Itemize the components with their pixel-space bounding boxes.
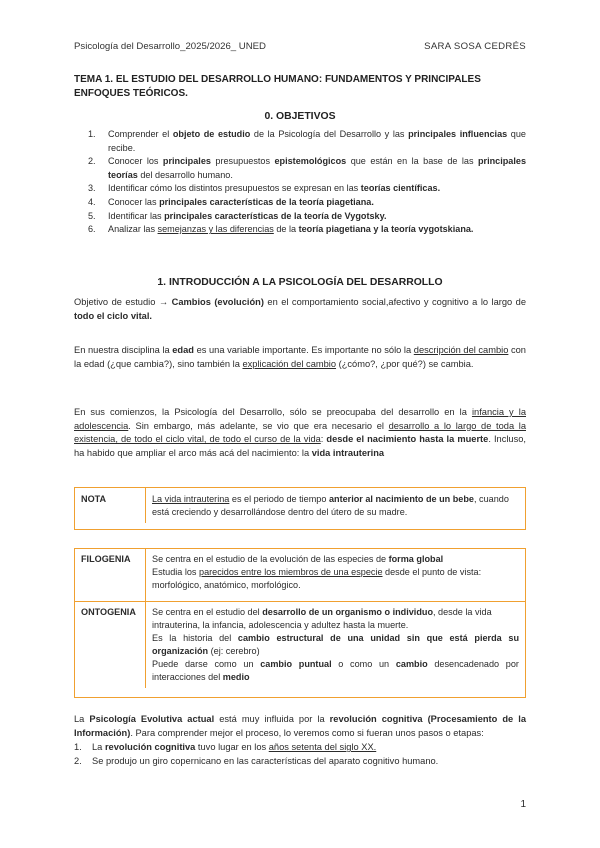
note-label: NOTA — [75, 488, 146, 523]
closing-paragraph: La Psicología Evolutiva actual está muy influida por la revolución cognitiva (Procesamiento de la Información). Para comprender mejor el proceso, lo veremos como si fueran unos pasos o etapas: — [74, 714, 526, 738]
list-item: 2. Se produjo un giro copernicano en las características del aparato cognitivo humano. — [74, 755, 439, 766]
document-title: TEMA 1. EL ESTUDIO DEL DESARROLLO HUMANO: FUNDAMENTOS Y PRINCIPALES ENFOQUES TEÓRICOS. — [74, 74, 481, 99]
definition-ontogenia: Se centra en el estudio del desarrollo de un organismo o individuo, desde la vida intrauterina, la infancia, adolescencia y adultez hasta la muerte. Es la historia del cambio estructural de una unidad sin que está pierda su organización (ej: cerebro) Puede darse como un cambio puntual o como un cambio desencadenado por interacciones del medio — [146, 602, 526, 689]
list-item: 2. Conocer los principales presupuestos epistemológicos que están en la base de las principales teorías del desarrollo humano. — [88, 156, 526, 180]
intro-paragraph-2: En nuestra disciplina la edad es una variable importante. Es importante no sólo la descripción del cambio con la edad (¿que cambia?), sino también la explicación del cambio (¿cómo?, ¿por qué?) se cambia. — [74, 345, 526, 369]
term-ontogenia: ONTOGENIA — [75, 602, 146, 689]
intro-heading: 1. INTRODUCCIÓN A LA PSICOLOGÍA DEL DESARROLLO — [157, 277, 443, 288]
definitions-table — [74, 548, 526, 698]
table-row — [75, 602, 525, 689]
term-filogenia: FILOGENIA — [75, 549, 146, 602]
intro-paragraph-3: En sus comienzos, la Psicología del Desarrollo, sólo se preocupaba del desarrollo en la infancia y la adolescencia. Sin embargo, más adelante, se vio que era necesario el desarrollo a lo largo de toda la existencia, de todo el ciclo vital, de todo el curso de la vida: desde el nacimiento hasta la muerte. Incluso, ha habido que ampliar el arco más acá del nacimiento: la vida intrauterina — [74, 407, 526, 458]
steps-list — [74, 741, 526, 768]
definition-filogenia: Se centra en el estudio de la evolución de las especies de forma global Estudia los parecidos entre los miembros de una especie desde el punto de vista: morfológico, anatómico, morfológico. — [152, 554, 482, 590]
table-row — [75, 549, 525, 602]
header-course: Psicología del Desarrollo_2025/2026_ UNED — [74, 41, 266, 52]
page-header — [74, 40, 526, 54]
list-item: 3. Identificar cómo los distintos presupuestos se expresan en las teorías científicas. — [88, 183, 441, 194]
list-item: 1. Comprender el objeto de estudio de la Psicología del Desarrollo y las principales influencias que recibe. — [88, 129, 526, 153]
note-box — [74, 487, 526, 530]
list-item: 1. La revolución cognitiva tuvo lugar en los años setenta del siglo XX. — [74, 742, 377, 752]
objectives-list — [74, 128, 526, 237]
note-text: La vida intrauterina es el periodo de tiempo anterior al nacimiento de un bebe, cuando está creciendo y desarrollándose dentro del útero de su madre. — [152, 494, 509, 517]
page-number: 1 — [520, 799, 526, 810]
header-author: SARA SOSA CEDRÉS — [424, 41, 526, 52]
objectives-heading: 0. OBJETIVOS — [264, 111, 336, 122]
list-item: 5. Identificar las principales características de la teoría de Vygotsky. — [88, 210, 387, 221]
intro-paragraph-1: Objetivo de estudio → Cambios (evolución) en el comportamiento social,afectivo y cognitivo a lo largo de todo el ciclo vital. — [74, 297, 527, 321]
list-item: 6. Analizar las semejanzas y las diferencias de la teoría piagetiana y la teoría vygotskiana. — [88, 224, 474, 235]
list-item: 4. Conocer las principales características de la teoría piagetiana. — [88, 196, 374, 207]
